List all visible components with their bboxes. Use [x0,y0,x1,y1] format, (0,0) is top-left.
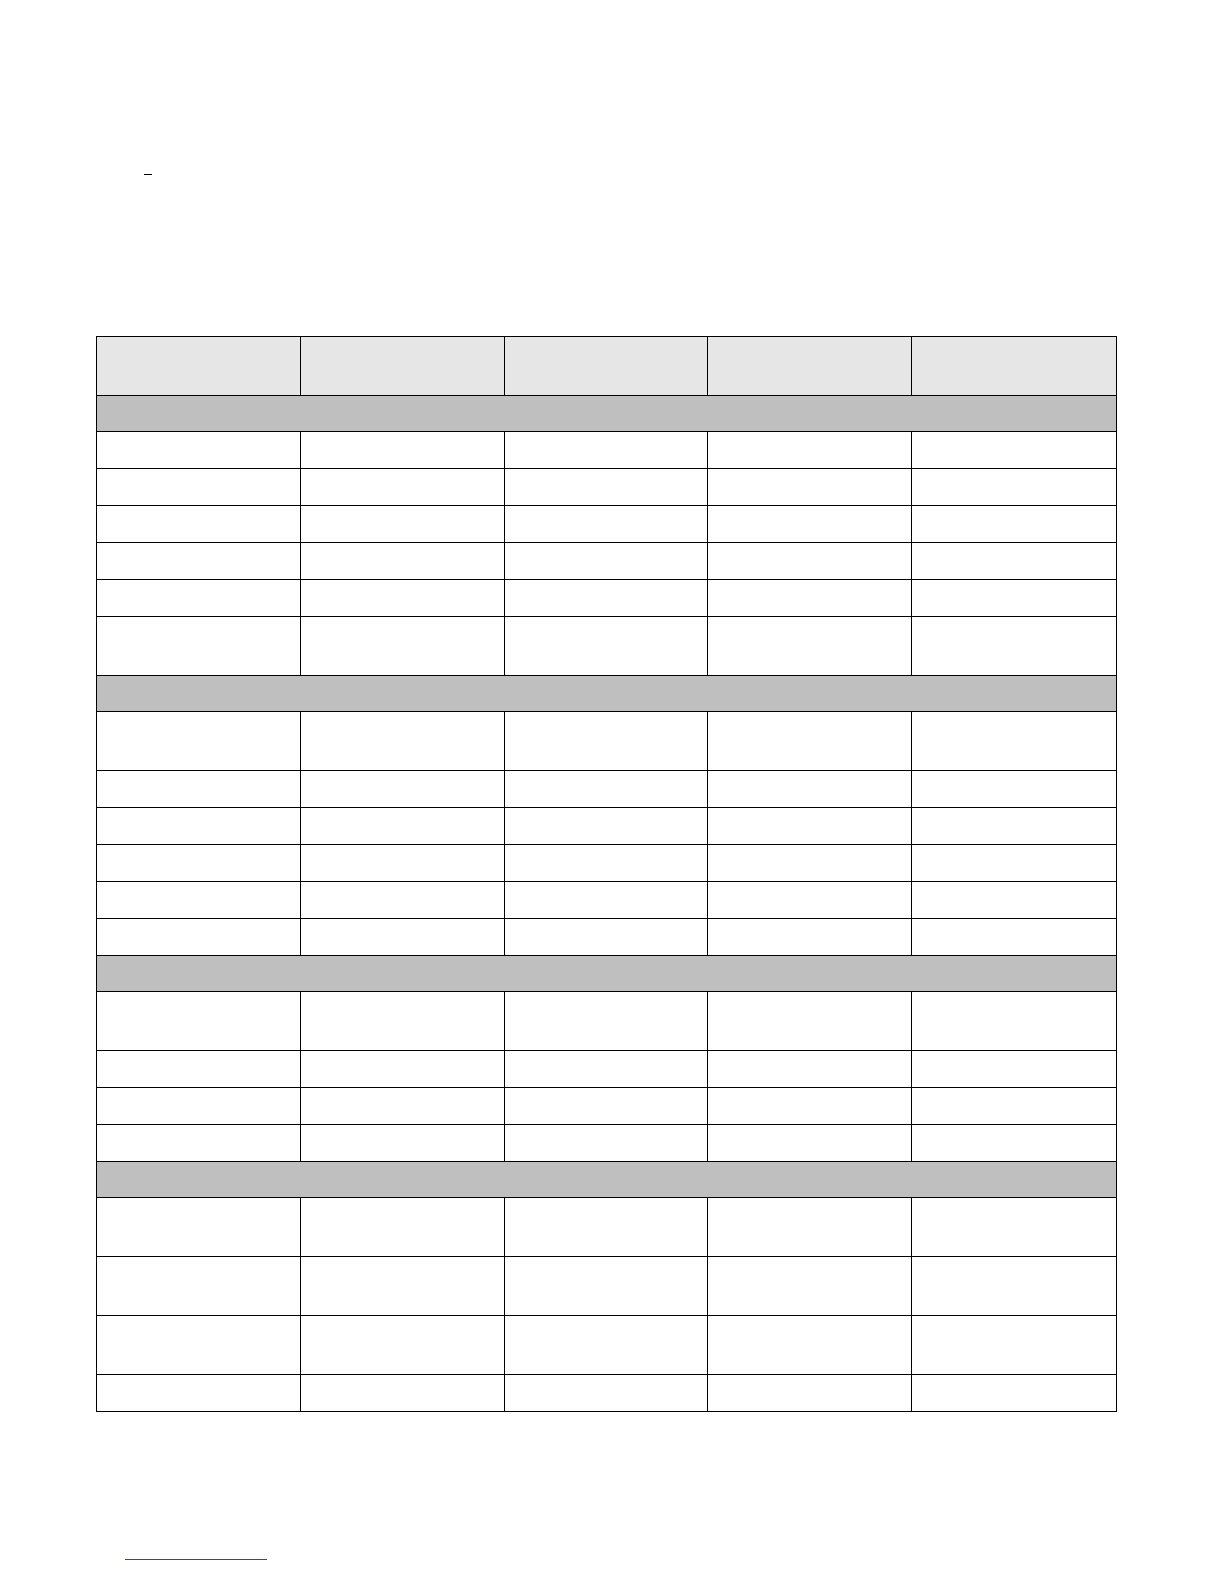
table-cell [708,1257,912,1316]
table-cell [97,1316,301,1375]
table-cell [912,1125,1117,1162]
table-cell [505,992,708,1051]
section-title [97,1162,1117,1198]
table-cell [505,882,708,919]
table-cell [97,617,301,676]
table-row [97,1375,1117,1412]
table-cell [505,845,708,882]
section-header-row [97,676,1117,712]
table-row [97,992,1117,1051]
table-row [97,580,1117,617]
header-cell [301,337,505,396]
table-cell [505,580,708,617]
table-cell [97,1125,301,1162]
header-cell [97,337,301,396]
table-cell [301,1198,505,1257]
table-cell [301,617,505,676]
table-cell [97,771,301,808]
table-cell [97,712,301,771]
table-cell [97,845,301,882]
table-cell [912,1198,1117,1257]
table-cell [301,919,505,956]
underscore-mark [144,174,152,175]
table-cell [708,882,912,919]
table-cell [97,882,301,919]
table-row [97,919,1117,956]
table-cell [505,808,708,845]
table-cell [97,1257,301,1316]
table-cell [97,432,301,469]
table-cell [301,469,505,506]
table-cell [97,1088,301,1125]
table-cell [912,580,1117,617]
header-cell [505,337,708,396]
table-row [97,617,1117,676]
table-cell [912,845,1117,882]
table-cell [301,882,505,919]
table-cell [301,1125,505,1162]
header-cell [912,337,1117,396]
table-cell [708,992,912,1051]
section-header-row [97,956,1117,992]
table-cell [912,919,1117,956]
table-header-row [97,337,1117,396]
table-cell [97,506,301,543]
header-cell [708,337,912,396]
table-cell [708,712,912,771]
table-cell [505,1198,708,1257]
section-header-row [97,1162,1117,1198]
table-cell [912,617,1117,676]
table-cell [912,712,1117,771]
table-cell [912,1375,1117,1412]
table-row [97,771,1117,808]
table-cell [912,1257,1117,1316]
table-row [97,506,1117,543]
table-cell [708,771,912,808]
table-cell [912,432,1117,469]
table-cell [505,543,708,580]
section-title [97,676,1117,712]
table-cell [708,919,912,956]
table-cell [912,1051,1117,1088]
table-cell [505,1051,708,1088]
table-cell [505,771,708,808]
table-row [97,1316,1117,1375]
table-cell [301,506,505,543]
table-cell [912,771,1117,808]
table-row [97,808,1117,845]
table-row [97,712,1117,771]
table-row [97,543,1117,580]
table-cell [97,1051,301,1088]
table-cell [301,432,505,469]
section-title [97,956,1117,992]
table-cell [912,1316,1117,1375]
table-cell [912,506,1117,543]
table-cell [505,919,708,956]
table-cell [505,712,708,771]
table-row [97,1125,1117,1162]
table-cell [708,543,912,580]
table-cell [912,1088,1117,1125]
table-cell [97,580,301,617]
section-title [97,396,1117,432]
table-cell [505,617,708,676]
footnote-separator [125,1559,267,1560]
table-cell [912,992,1117,1051]
table-row [97,469,1117,506]
table-cell [301,1316,505,1375]
table-cell [505,432,708,469]
table-cell [708,1316,912,1375]
table-cell [301,1088,505,1125]
table-cell [97,919,301,956]
table-row [97,1088,1117,1125]
table-cell [301,845,505,882]
table-cell [708,1375,912,1412]
table-cell [505,1257,708,1316]
table-row [97,1257,1117,1316]
table-cell [708,808,912,845]
table-cell [708,469,912,506]
table-cell [301,771,505,808]
table-cell [301,808,505,845]
table-cell [97,992,301,1051]
table-cell [708,506,912,543]
table-cell [301,1257,505,1316]
table-cell [97,543,301,580]
table-cell [97,469,301,506]
table-cell [708,845,912,882]
table-cell [97,1375,301,1412]
table-row [97,882,1117,919]
data-table [96,336,1117,1412]
table-cell [912,543,1117,580]
table-row [97,845,1117,882]
table-cell [505,1088,708,1125]
table-cell [708,1088,912,1125]
table-cell [505,506,708,543]
table-cell [97,808,301,845]
table-cell [301,1375,505,1412]
table-cell [912,882,1117,919]
table-cell [708,1125,912,1162]
table-cell [912,808,1117,845]
table-row [97,432,1117,469]
table-row [97,1051,1117,1088]
table-cell [708,580,912,617]
table-cell [912,469,1117,506]
table-cell [505,1316,708,1375]
section-header-row [97,396,1117,432]
table-cell [301,543,505,580]
table-cell [97,1198,301,1257]
table-cell [301,992,505,1051]
table-cell [505,1375,708,1412]
table-cell [301,1051,505,1088]
table-cell [708,1198,912,1257]
table-cell [301,712,505,771]
table-row [97,1198,1117,1257]
table-cell [301,580,505,617]
table-cell [708,617,912,676]
table-cell [708,1051,912,1088]
table-cell [505,1125,708,1162]
table-cell [505,469,708,506]
table-cell [708,432,912,469]
